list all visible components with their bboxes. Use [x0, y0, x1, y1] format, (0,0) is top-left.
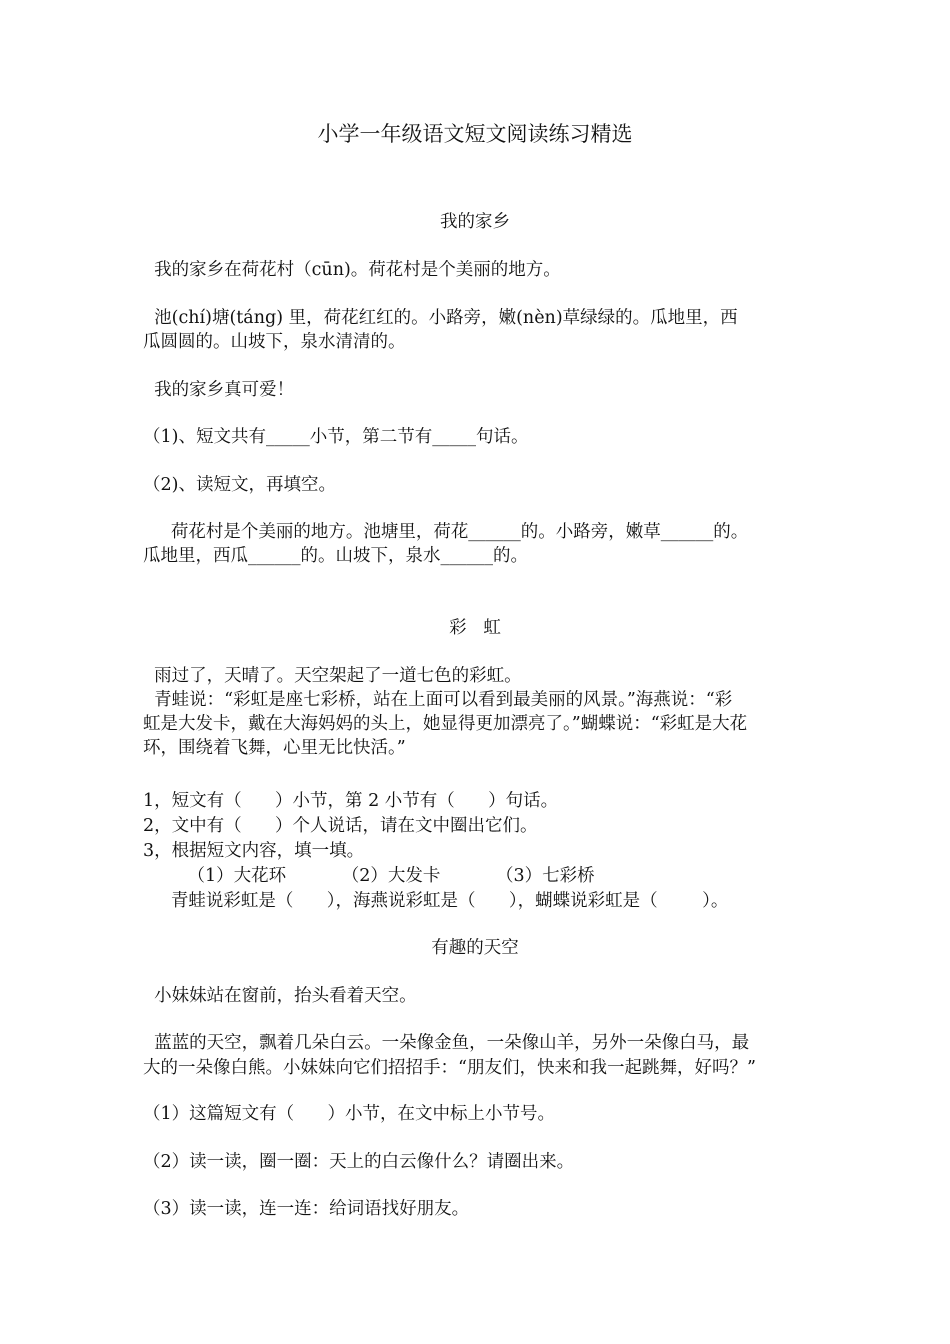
page-title: 小学一年级语文短文阅读练习精选 [317, 122, 633, 146]
options-line: （1）大花环 （2）大发卡 （3）七彩桥 [143, 866, 595, 886]
text-line: 雨过了，天晴了。天空架起了一道七色的彩虹。 [143, 666, 522, 686]
question-line: （1）这篇短文有（ ）小节，在文中标上小节号。 [143, 1104, 556, 1124]
text-line: 瓜圆圆的。山坡下，泉水清清的。 [143, 332, 406, 352]
text-line: 虹是大发卡，戴在大海妈妈的头上，她显得更加漂亮了。”蝴蝶说：“彩虹是大花 [143, 714, 748, 734]
text-line: 池(chí)塘(táng) 里，荷花红红的。小路旁，嫩(nèn)草绿绿的。瓜地里，西 [143, 308, 738, 328]
text-line: 我的家乡真可爱！ [143, 380, 295, 400]
question-line: （2)、读短文，再填空。 [143, 475, 336, 495]
question-line: （3）读一读，连一连：给词语找好朋友。 [143, 1199, 470, 1219]
passage-heading: 我的家乡 [440, 212, 510, 232]
text-line: 荷花村是个美丽的地方。池塘里，荷花______的。小路旁，嫩草______的。 [143, 522, 749, 542]
text-line: 蓝蓝的天空，飘着几朵白云。一朵像金鱼，一朵像山羊，另外一朵像白马，最 [143, 1033, 750, 1053]
question-line: （1)、短文共有_____小节，第二节有_____句话。 [143, 427, 529, 447]
text-line: 环，围绕着飞舞，心里无比快活。” [143, 738, 406, 758]
text-line: 我的家乡在荷花村（cūn)。荷花村是个美丽的地方。 [143, 260, 561, 280]
passage-heading: 有趣的天空 [431, 938, 519, 958]
question-line: 1，短文有（ ）小节，第 2 小节有（ ）句话。 [143, 791, 559, 811]
text-line: 瓜地里，西瓜______的。山坡下，泉水______的。 [143, 546, 528, 566]
question-line: （2）读一读，圈一圈：天上的白云像什么？请圈出来。 [143, 1152, 575, 1172]
text-line: 青蛙说：“彩虹是座七彩桥，站在上面可以看到最美丽的风景。”海燕说：“彩 [143, 690, 733, 710]
passage-heading: 彩 虹 [449, 618, 501, 638]
question-line: 2，文中有（ ）个人说话，请在文中圈出它们。 [143, 816, 538, 836]
fill-blank-line: 青蛙说彩虹是（ ），海燕说彩虹是（ ），蝴蝶说彩虹是（ ）。 [143, 891, 729, 911]
text-line: 小妹妹站在窗前，抬头看着天空。 [143, 986, 417, 1006]
question-line: 3，根据短文内容，填一填。 [143, 841, 365, 861]
text-line: 大的一朵像白熊。小妹妹向它们招招手：“朋友们，快来和我一起跳舞，好吗？” [143, 1058, 756, 1078]
